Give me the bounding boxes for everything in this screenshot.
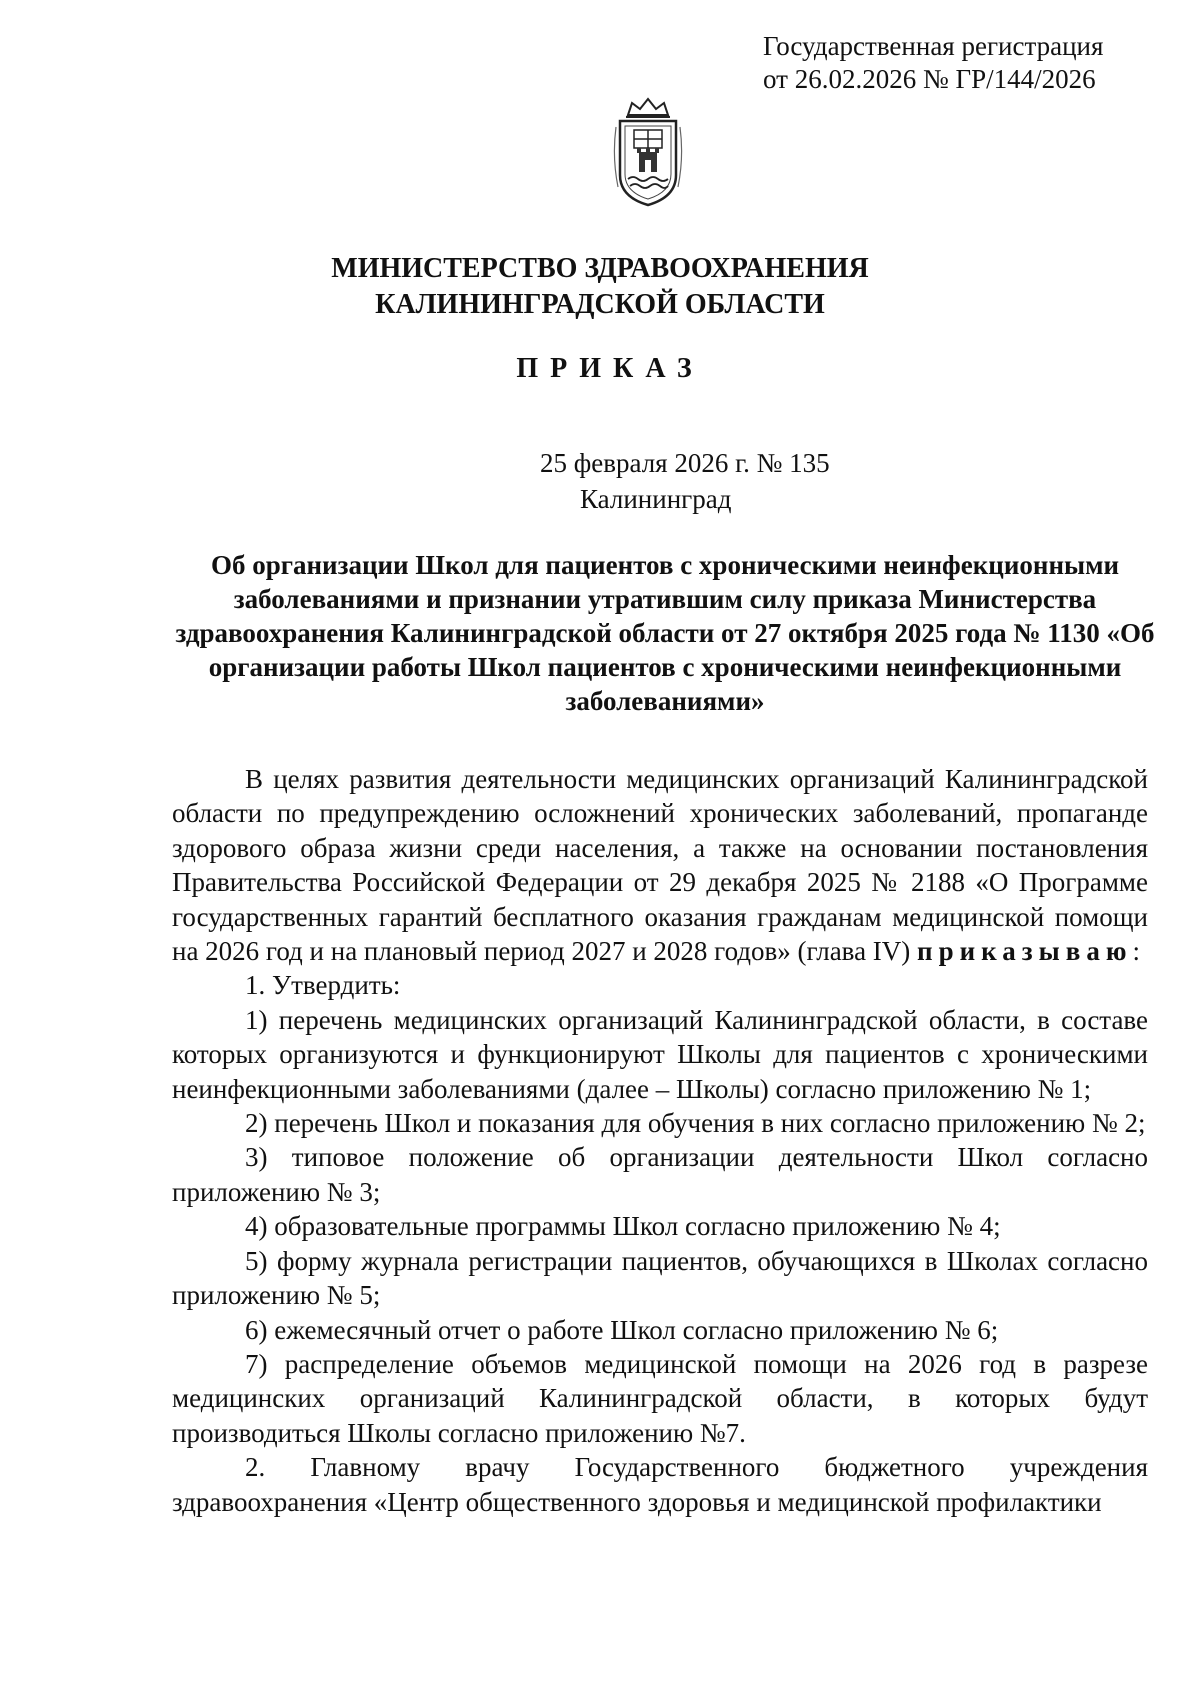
order-word: приказываю <box>917 936 1133 967</box>
order-date-number: 25 февраля 2026 г. № 135 <box>540 448 830 478</box>
preamble-paragraph <box>172 762 1148 968</box>
item-paragraph: 1. Утвердить: <box>245 970 401 1001</box>
ministry-line-1: МИНИСТЕРСТВО ЗДРАВООХРАНЕНИЯ <box>331 253 869 284</box>
item-paragraph: 2. Главному врачу Государственного бюджетного учреждения здравоохранения «Центр общественного здоровья и медицинской профилактики <box>172 1452 1148 1517</box>
item-paragraph: 1) перечень медицинских организаций Калининградской области, в составе которых организуются и функционируют Школы для пациентов с хроническими неинфекционными заболеваниями (далее – Школы) согласно приложению № 1; <box>172 1004 1148 1104</box>
document-type: ПРИКАЗ <box>516 353 704 384</box>
ministry-name <box>250 251 950 323</box>
order-colon: : <box>1132 936 1140 967</box>
item-paragraph: 5) форму журнала регистрации пациентов, обучающихся в Школах согласно приложению № 5; <box>172 1245 1148 1311</box>
order-title: Об организации Школ для пациентов с хроническими неинфекционными заболеваниями и признании утратившим силу приказа Министерства здравоохранения Калининградской области от 27 октября 2025 года № 1130 «Об организации работы Школ пациентов с хроническими неинфекционными заболеваниями» <box>175 550 1155 716</box>
item-paragraph: 3) типовое положение об организации деятельности Школ согласно приложению № 3; <box>172 1142 1148 1207</box>
kaliningrad-coat-of-arms-icon <box>610 97 686 209</box>
registration-line-2: от 26.02.2026 № ГР/144/2026 <box>763 64 1096 94</box>
item-paragraph: 2) перечень Школ и показания для обучения в них согласно приложению № 2; <box>245 1108 1146 1139</box>
preamble-text: В целях развития деятельности медицинских организаций Калининградской области по предупреждению осложнений хронических заболеваний, пропаганде здорового образа жизни среди населения, а также на основании постановления Правительства Российской Федерации от 29 декабря 2025 № 2188 «О Программе государственных гарантий бесплатного оказания гражданам медицинской помощи на 2026 год и на плановый период 2027 и 2028 годов» (глава IV) <box>172 764 1148 967</box>
order-body <box>172 762 1148 1519</box>
registration-stamp <box>763 30 1183 96</box>
order-place: Калининград <box>580 484 732 514</box>
item-paragraph: 4) образовательные программы Школ согласно приложению № 4; <box>245 1211 1001 1242</box>
item-paragraph: 6) ежемесячный отчет о работе Школ согласно приложению № 6; <box>245 1314 999 1345</box>
date-and-place <box>540 445 940 517</box>
registration-line-1: Государственная регистрация <box>763 31 1104 61</box>
ministry-line-2: КАЛИНИНГРАДСКОЙ ОБЛАСТИ <box>375 289 825 320</box>
item-paragraph: 7) распределение объемов медицинской помощи на 2026 год в разрезе медицинских организаций Калининградской области, в которых будут производиться Школы согласно приложению №7. <box>172 1348 1148 1448</box>
